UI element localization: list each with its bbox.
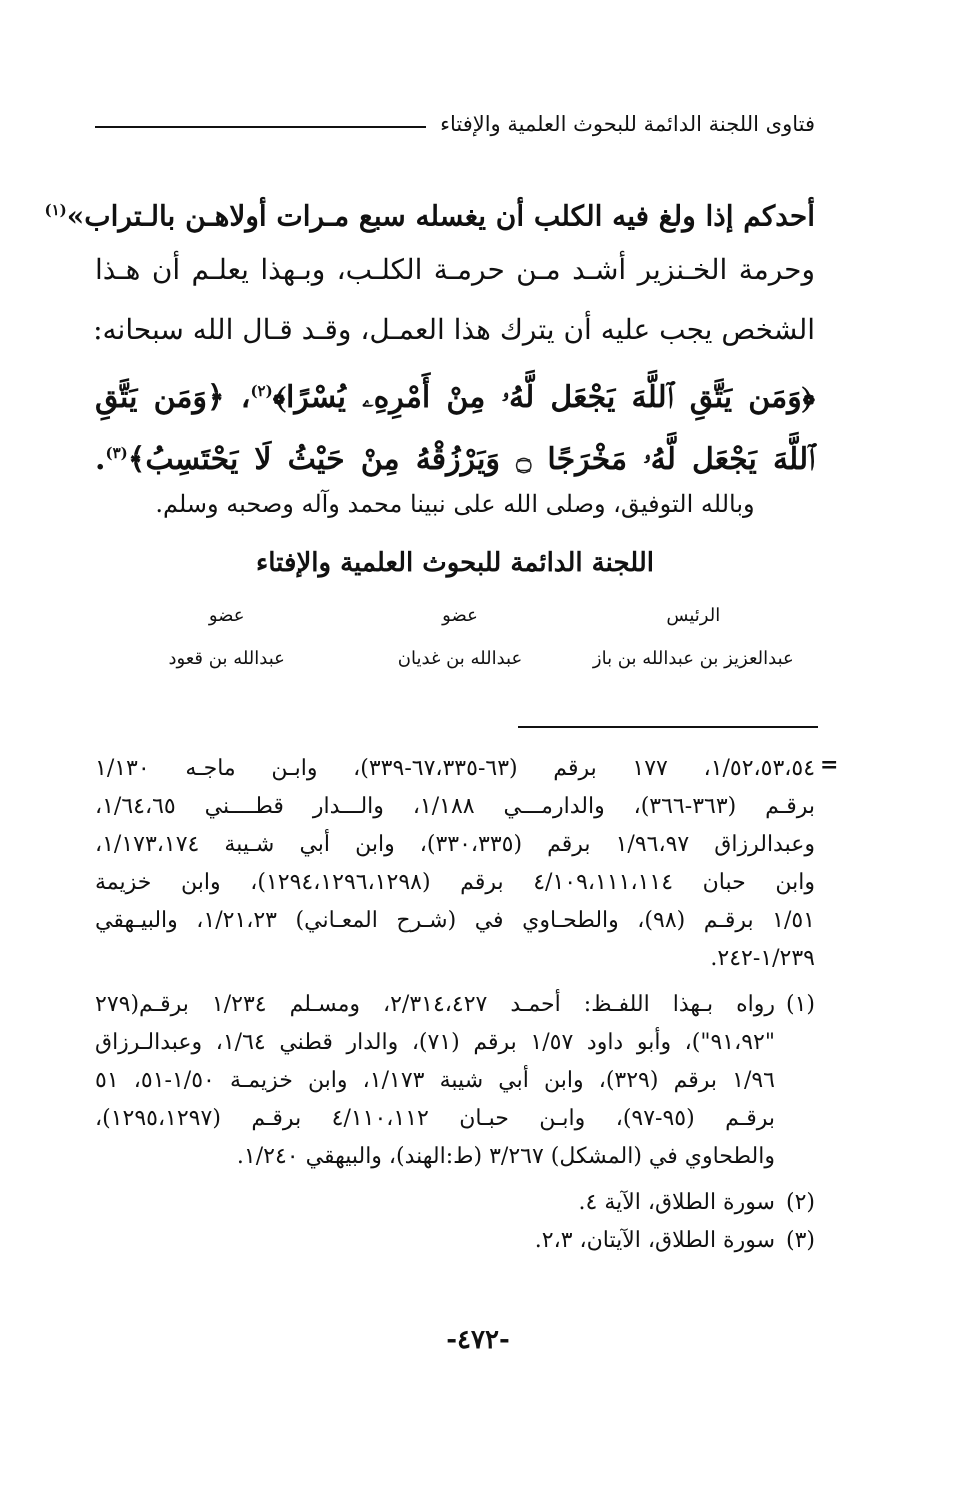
footnote-line: ١/٢٣٩-٢٤٢.: [710, 946, 815, 971]
footnote-separator: [518, 726, 818, 728]
signatory-name: عبدالله بن غديان: [397, 648, 523, 669]
footnote-number: (٣): [785, 1228, 815, 1253]
signature-block: [110, 605, 810, 669]
footnote-ref: (٢): [250, 382, 273, 400]
footnotes: [95, 750, 815, 1260]
quran-line: [95, 360, 815, 422]
body-text: الشخص يجب عليه أن يترك هذا العمـل، وقـد قـال الله سبحانه:: [93, 313, 815, 346]
footnote-line: برقـم (٣٦٣-٣٦٦)، والدارمـــي ١/١٨٨، والـــدار قطــــني ١/٦٤،٦٥،: [95, 794, 815, 819]
footnote-line: ١/٥٢،٥٣،٥٤، ١٧٧ برقم (٦٣-٦٧،٣٣٥-٣٣٩)، وابـن ماجـه ١/١٣٠: [95, 756, 816, 781]
fatwa-body: [44, 180, 815, 524]
footnote-line: برقـم (٩٥-٩٧)، وابـن حبـان ٤/١١٠،١١٢ برقـم (١٢٩٥،١٢٩٧)،: [95, 1106, 775, 1131]
footnote-line: "٩١،٩٢")، وأبو داود ١/٥٧ برقم (٧١)، والدار قطني ١/٦٤، وعبدالـرزاق: [95, 1030, 775, 1055]
footnote-text: رواه بـهذا اللفـظ: أحمـد ٢/٣١٤،٤٢٧، ومسـلم ١/٢٣٤ برقـم(٢٧٩: [95, 992, 775, 1017]
body-line: [95, 240, 815, 300]
footnote-line: وعبدالرزاق ١/٩٦،٩٧ برقم (٣٣٠،٣٣٥)، وابن أبي شـيبة ١/١٧٣،١٧٤،: [95, 832, 815, 857]
footnote-number: (١): [785, 992, 815, 1017]
signatory-role: عضو: [208, 605, 245, 626]
quran-verse: ٱللَّهَ يَجْعَل لَّهُۥ مَخْرَجًا: [547, 442, 815, 477]
signatory-name: عبدالعزيز بن عبدالله بن باز: [592, 648, 794, 669]
body-text: وحرمة الخـنزير أشـد مـن حرمـة الكلـب، وبـهذا يعلـم أن هـذا: [95, 253, 815, 286]
quran-verse: ، ﴿وَمَن يَتَّقِ: [95, 380, 251, 415]
quran-verse: ﴿وَمَن يَتَّقِ ٱللَّهَ يَجْعَل لَّهُۥ مِنْ أَمْرِهِۦ يُسْرًا﴾: [272, 380, 815, 415]
footnote-line: ١/٩٦ برقم (٣٢٩)، وابن أبي شيبة ١/١٧٣، وابن خزيمـة ١/٥٠-٥١، ٥١: [95, 1068, 776, 1093]
page-number: -٤٧٢-: [446, 1325, 510, 1355]
footnote-ref: (١): [44, 201, 67, 219]
footnote-1: [95, 986, 815, 1176]
footnote-line: ١/٥١ برقـم (٩٨)، والطحـاوي في (شـرح المعـاني) ١/٢١،٢٣، والبيـهقي: [95, 908, 816, 933]
footnote-3: [95, 1222, 815, 1260]
committee-title: اللجنة الدائمة للبحوث العلمية والإفتاء: [256, 548, 654, 578]
hadith-text: أحدكم إذا ولغ فيه الكلب أن يغسله سبع مـرات أولاهـن بالـتراب»: [66, 199, 815, 233]
quran-verse: وَيَرْزُقْهُ مِنْ حَيْثُ لَا يَحْتَسِبُ﴾: [127, 442, 500, 477]
closing-line: وبالله التوفيق، وصلى الله على نبينا محمد وآله وصحبه وسلم.: [155, 490, 755, 518]
signatory-role: عضو: [442, 605, 478, 626]
body-line: [44, 180, 815, 240]
signatory-name: عبدالله بن قعود: [168, 648, 285, 669]
footnote-text: سورة الطلاق، الآيتان، ٢،٣.: [534, 1228, 775, 1253]
footnote-line: والطحاوي في (المشكل) ٣/٢٦٧ (ط:الهند)، والبيهقي ١/٢٤٠.: [236, 1144, 775, 1169]
footnote-line: [95, 986, 815, 1024]
ayah-separator-icon: ۝: [516, 446, 532, 476]
body-line: [95, 300, 815, 360]
footnote-continuation-mark: =: [820, 752, 839, 778]
header-rule: [95, 126, 426, 128]
footnote-continued: [95, 750, 815, 978]
signatory-role: الرئيس: [666, 605, 721, 626]
running-header-title: فتاوى اللجنة الدائمة للبحوث العلمية والإفتاء: [440, 112, 815, 136]
sentence-end: .: [95, 442, 106, 477]
running-header: [95, 112, 815, 136]
footnote-2: [95, 1184, 815, 1222]
footnote-ref: (٣): [105, 444, 128, 462]
footnote-text: سورة الطلاق، الآية ٤.: [578, 1190, 775, 1215]
footnote-line: وابن حبان ٤/١٠٩،١١١،١١٤ برقم (١٢٩٤،١٢٩٦،١٢٩٨)، وابن خزيمة: [95, 870, 815, 895]
footnote-number: (٢): [785, 1190, 815, 1215]
quran-line: [95, 422, 815, 484]
